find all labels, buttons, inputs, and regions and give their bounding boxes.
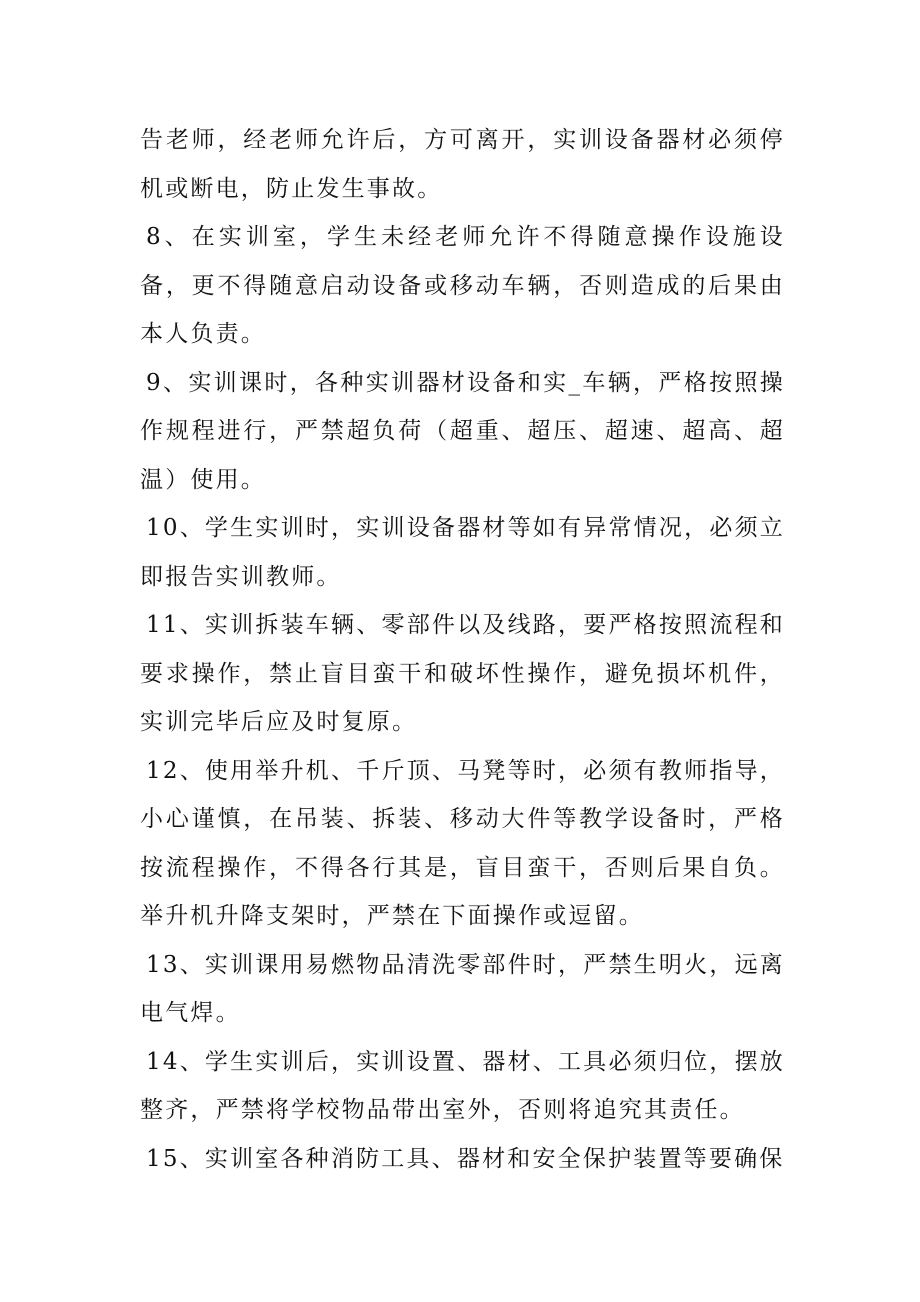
rule-item-12: 12、使用举升机、千斤顶、马凳等时，必须有教师指导，小心谨慎，在吊装、拆装、移动大件等教学设备时，严格按流程操作，不得各行其是，盲目蛮干，否则后果自负。举升机升降支架时，严禁在下面操作或逗留。 <box>140 757 785 929</box>
rule-item-14: 14、学生实训后，实训设置、器材、工具必须归位，摆放整齐，严禁将学校物品带出室外，否则将追究其责任。 <box>140 1048 785 1123</box>
rule-item-10: 10、学生实训时，实训设备器材等如有异常情况，必须立即报告实训教师。 <box>140 515 785 590</box>
rule-item-15: 15、实训室各种消防工具、器材和安全保护装置等要确保 <box>146 1145 785 1172</box>
rule-item-9: 9、实训课时，各种实训器材设备和实_车辆，严格按照操作规程进行，严禁超负荷（超重、超压、超速、超高、超温）使用。 <box>140 369 785 493</box>
paragraph-continuation: 告老师，经老师允许后，方可离开，实训设备器材必须停机或断电，防止发生事故。 <box>140 127 785 202</box>
document-page <box>140 116 785 1183</box>
rule-item-13: 13、实训课用易燃物品清洗零部件时，严禁生明火，远离电气焊。 <box>140 951 785 1026</box>
rule-item-8: 8、在实训室，学生未经老师允许不得随意操作设施设备，更不得随意启动设备或移动车辆，否则造成的后果由本人负责。 <box>140 224 785 347</box>
rule-item-11: 11、实训拆装车辆、零部件以及线路，要严格按照流程和要求操作，禁止盲目蛮干和破坏性操作，避免损坏机件，实训完毕后应及时复原。 <box>140 612 785 735</box>
